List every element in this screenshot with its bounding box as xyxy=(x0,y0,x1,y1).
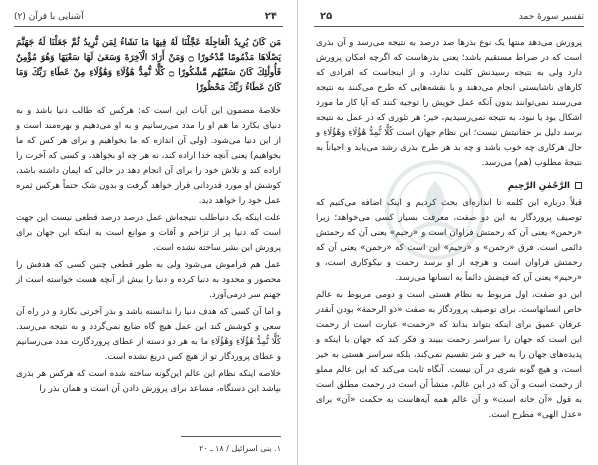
left-page xyxy=(0,0,298,465)
right-page-header xyxy=(314,10,584,27)
paragraph: عمل هم فراموش می‌شود ولی به طور قطعی چنین کسی که هدفش را محصور و محدود به دنیا کرده و دنیا را بیش از آنچه هست خواسته است از جهنم سر درمی‌آورد. xyxy=(16,260,281,300)
page-number: ۲۵ xyxy=(320,11,333,22)
footnote-divider xyxy=(181,436,281,437)
paragraph: و اما آن کسی که هدف دنیا را ندانسته باشد و بذر آخرتی بکارد و در راه آن سعی و کوشش کند این عمل هیچ گاه ضایع نمی‌گردد و به نتیجه می‌رسد. كُلًّا نُّمِدُّ هَٰؤُلَاءِ وَهَٰؤُلَاءِ ما به هر دو دسته از عطای پروردگارت مدد می‌رسانیم و عطای پروردگار تو از هیچ کس دریغ نشده است. xyxy=(16,307,281,362)
section-heading xyxy=(316,179,582,194)
left-page-body xyxy=(16,36,281,399)
right-page-body xyxy=(316,36,582,425)
left-page-header xyxy=(14,10,283,27)
section-heading-text: الرَّحْمٰنِ الرَّحِيمِ xyxy=(507,181,570,191)
square-bullet-icon xyxy=(575,182,582,189)
paragraph: خلاصه اینکه نظام این عالم این‌گونه ساخته شده است که هرکس هر بذری بپاشد این دستگاه، مساعد برای پرورش دادن آن است و همان بذر را xyxy=(16,369,281,394)
page-number: ۲۴ xyxy=(264,11,277,22)
paragraph: خلاصهٔ مضمون این آیات این است که: هرکس که طالب دنیا باشد و به دنیای بکارد ما هم او را مدد می‌رسانیم و به او می‌دهیم و بهره‌مند است و از این دنیا می‌شود. (ولی آن اندازه که ما بخواهیم و برای هر کس که ما بخواهیم) یعنی آنچه خدا اراده کند، نه هر چه او بخواهد، و کسی که آخرت را اراده کند و تلاش خود را برای آن انجام دهد در حالی که ایمان داشته باشد، کوشش او مورد قدردانی قرار خواهد گرفت و بدون شک حتماً هرکس ثمره عمل خود را خواهد دید. xyxy=(16,106,281,206)
paragraph: علت اینکه یک دنیاطلب نتیجه‌اش عمل درصد درصد قطعی نیست این جهت است که دنیا پر از تزاحم و آفات و موانع است به اینکه این جهان برای پرورش این بشر ساخته نشده است. xyxy=(16,213,281,253)
paragraph: این دو صفت، اول مربوط به نظام هستی است و دومی مربوط به عالم خاص انسانهاست. برای توصیف پروردگار به صفت «ذو الرحمة» بودن آنقدر عرفان عمیق برای اینکه بتواند بداند که «رحمت» عبارت است از رحمت این است که جهان را سراسر رحمت ببیند و فکر کند که جهان با اینکه و پدیده‌های جهان را به خیر و شر تقسیم نمی‌کند، بلکه سراسر هستی به خیر است، و هیچ گونه شری در آن نیست. آنگاه ثابت می‌کند که این عالم مملو از رحمت است و آن که در این عالم، منشأ آن است در رحمت مطلق است به قول «آن خانه است» و آن عالم همه آیه‌هاست به حکمت «آن» برای «عدل الهی» مطرح است. xyxy=(316,290,582,420)
quran-verse: مَن كَانَ يُرِيدُ الْعَاجِلَةَ عَجَّلْنَا لَهُ فِيهَا مَا نَشَاءُ لِمَن نُّرِيدُ ثُمَّ جَعَلْنَا لَهُ جَهَنَّمَ يَصْلَاهَا مَذْمُومًا مَّدْحُورًا ۝ وَمَنْ أَرَادَ الْآخِرَةَ وَسَعَىٰ لَهَا سَعْيَهَا وَهُوَ مُؤْمِنٌ فَأُولَٰئِكَ كَانَ سَعْيُهُم مَّشْكُورًا ۝ كُلًّا نُّمِدُّ هَٰؤُلَاءِ وَهَٰؤُلَاءِ مِنْ عَطَاءِ رَبِّكَ وَمَا كَانَ عَطَاءُ رَبِّكَ مَحْظُورًا xyxy=(16,38,282,93)
right-page xyxy=(300,0,598,465)
footnote: ۱. بنی اسرائیل / ۱۸ ـ ۲۰ xyxy=(199,444,281,453)
running-title: آشنایی با قرآن (۲) xyxy=(14,12,84,22)
paragraph: قبلاً درباره این کلمه تا اندازه‌ای بحث کردیم و اینک اضافه می‌کنیم که توصیف پروردگار به این دو صفت، معرفت بسیار کسی می‌خواهد؛ زیرا «رحمن» یعنی آن که رحمتش فراوان است و «رحیم» یعنی آن که رحمتش دائمی است. فرق «رحمن» و «رحیم» این است که «رحمن» یعنی آن که رحمتش فراوان است و هرچه از او برسد رحمت و نیکوکاری است، و «رحیم» یعنی آن که فیضش دائماً به انسانها می‌رسد. xyxy=(316,198,582,283)
running-title: تفسیر سورهٔ حمد xyxy=(518,12,584,22)
paragraph: پرورش می‌دهد منتها یک نوع بذرها صد درصد به نتیجه می‌رسد و آن بذری است که در صراط مستقیم باشد؛ یعنی بذرهاست که اگرچه امکان پرورش دارد ولی به نتیجه رسیدنش کلیت ندارد، و از اینجاست که افرادی که کارهای ناشایستی انجام می‌دهند و با نقشه‌هایی که طرح می‌کنند به نتیجه می‌رسند نمی‌توانند بدون آنکه عمل خویش را توجیه کنند که آیا کار ما مورد اشکال بود یا نبود، به نتیجه نمی‌رسیدیم، خیر؛ هر تئوری که در عمل به نتیجه برسد دلیل بر حقانیتش نیست؛ این نظام جهان است كُلًّا نُّمِدُّ هَٰؤُلَاءِ وَهَٰؤُلَاءِ و حال هرکاری چه خوب باشد و چه بد هر طرح بذری رشد می‌یابد و احیاناً به نتیجهٔ مطلوب (هم) می‌رسد. xyxy=(316,38,582,168)
